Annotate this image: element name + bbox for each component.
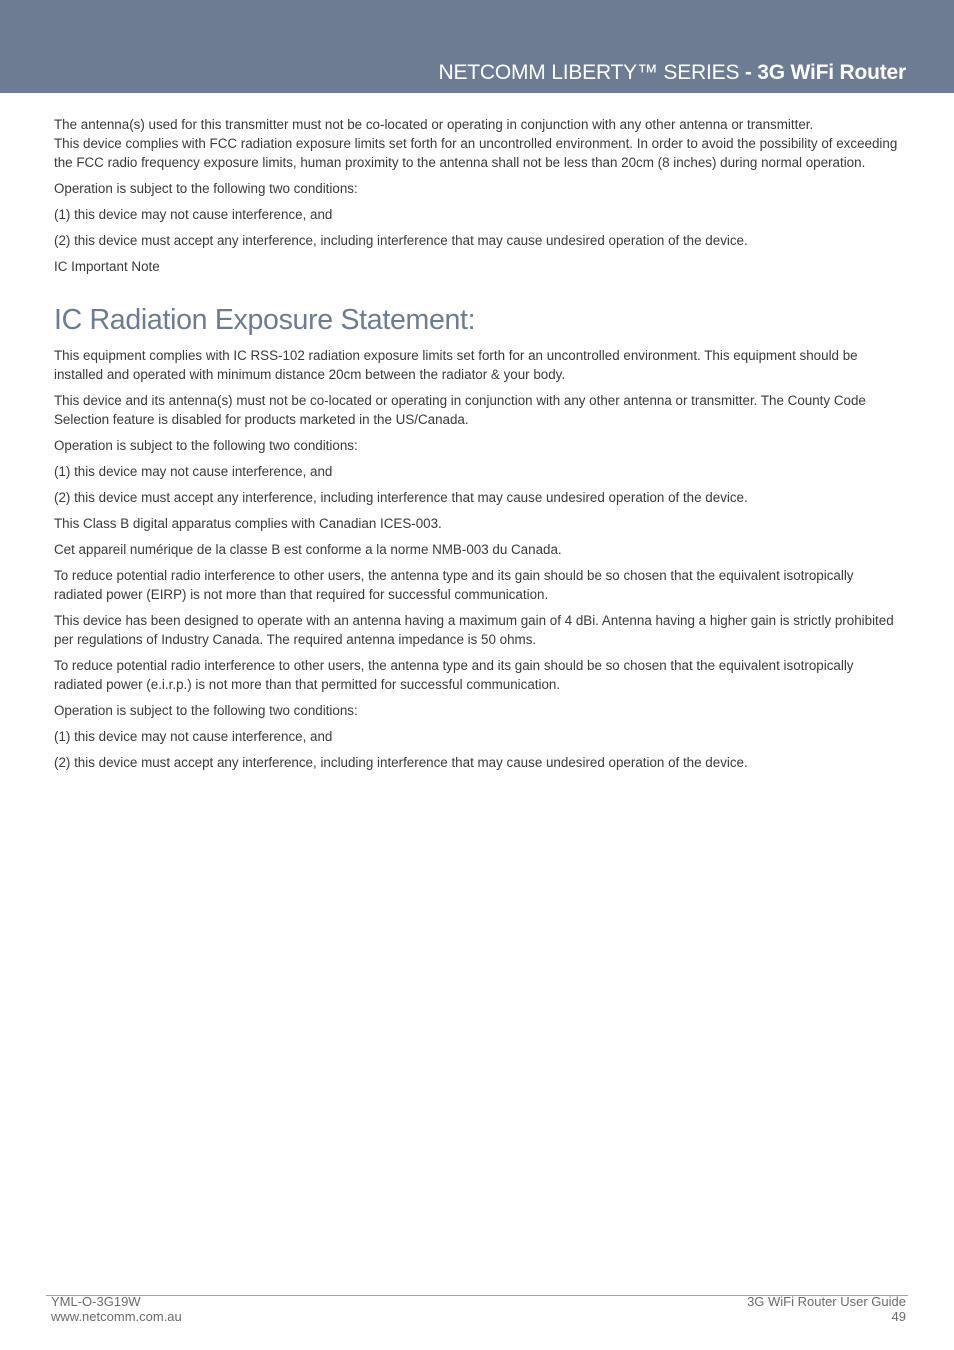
section-paragraph: (2) this device must accept any interference, including interference that may cause undesired operation of the device. [54,755,748,770]
page-number: 49 [891,1308,906,1324]
section-paragraph: This device has been designed to operate with an antenna having a maximum gain of 4 dBi. Antenna having a higher gain is strictly prohibited per regulations of Industry Canada. The required antenna impedance is 50 ohms. [54,613,894,647]
section-paragraph: Operation is subject to the following two conditions: [54,438,358,453]
footer-right [747,1295,906,1324]
section-paragraph: This Class B digital apparatus complies with Canadian ICES-003. [54,516,442,531]
series-name: NETCOMM LIBERTY™ SERIES [438,61,740,84]
footer-left [51,1295,182,1324]
section-paragraph: (2) this device must accept any interference, including interference that may cause undesired operation of the device. [54,490,748,505]
product-name: - 3G WiFi Router [739,61,906,84]
main-content [54,115,900,779]
section-paragraph: Operation is subject to the following two conditions: [54,703,358,718]
document-code: YML-O-3G19W [51,1294,141,1309]
guide-title: 3G WiFi Router User Guide [747,1294,906,1309]
section-paragraph: This device and its antenna(s) must not be co-located or operating in conjunction with any other antenna or transmitter. The County Code Selection feature is disabled for products marketed in the US/Canada. [54,393,866,427]
section-paragraph: To reduce potential radio interference to other users, the antenna type and its gain should be so chosen that the equivalent isotropically radiated power (e.i.r.p.) is not more than that permitted for successful communication. [54,658,854,692]
section-paragraph: This equipment complies with IC RSS-102 radiation exposure limits set forth for an uncontrolled environment. This equipment should be installed and operated with minimum distance 20cm between the radiator & your body. [54,348,858,382]
ic-important-note: IC Important Note [54,259,160,274]
intro-paragraph-line: The antenna(s) used for this transmitter must not be co-located or operating in conjunction with any other antenna or transmitter. [54,117,814,132]
section-heading: IC Radiation Exposure Statement: [54,304,476,336]
section-paragraph: Cet appareil numérique de la classe B est conforme a la norme NMB-003 du Canada. [54,542,562,557]
conditions-intro: Operation is subject to the following two conditions: [54,181,358,196]
section-paragraph: To reduce potential radio interference to other users, the antenna type and its gain should be so chosen that the equivalent isotropically radiated power (EIRP) is not more than that required for successful communication. [54,568,854,602]
condition-1: (1) this device may not cause interference, and [54,207,333,222]
section-paragraph: (1) this device may not cause interference, and [54,464,333,479]
intro-paragraph: This device complies with FCC radiation exposure limits set forth for an uncontrolled environment. In order to avoid the possibility of exceeding the FCC radio frequency exposure limits, human proximity to the antenna shall not be less than 20cm (8 inches) during normal operation. [54,136,898,170]
page-header-title [439,60,906,86]
condition-2: (2) this device must accept any interference, including interference that may cause undesired operation of the device. [54,233,748,248]
website-link[interactable]: www.netcomm.com.au [51,1308,182,1324]
section-paragraph: (1) this device may not cause interference, and [54,729,333,744]
